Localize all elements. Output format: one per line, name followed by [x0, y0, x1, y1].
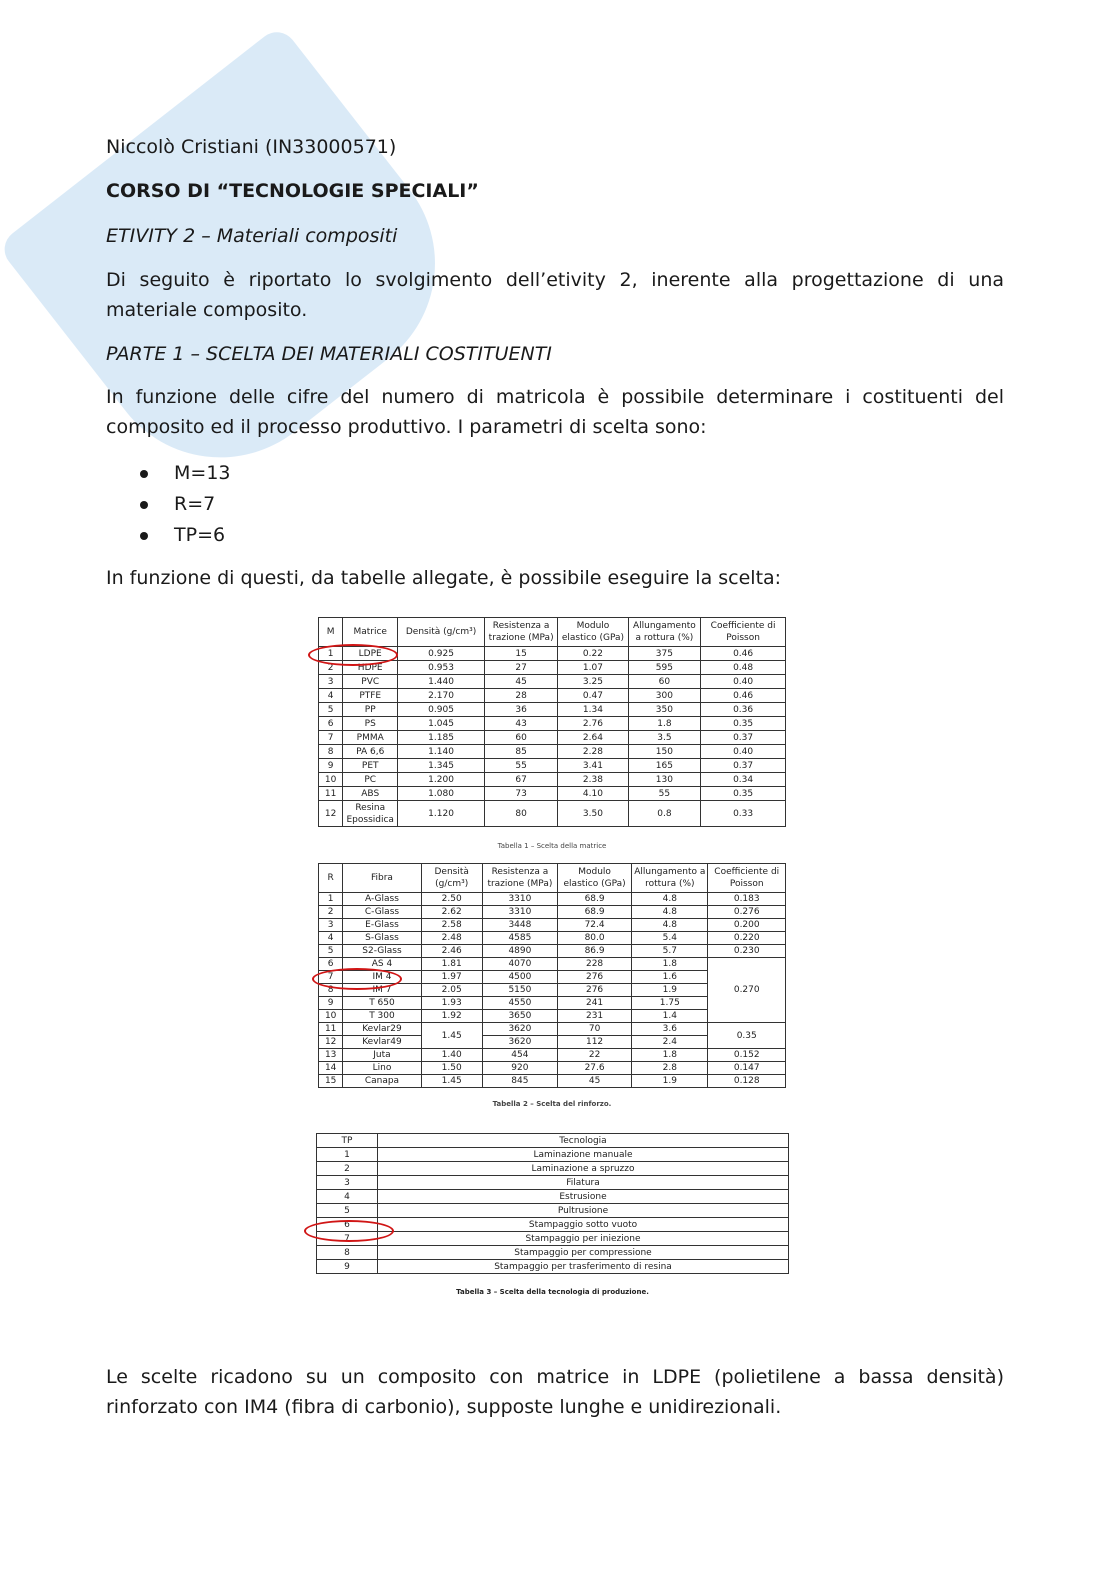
table-header: Modulo elastico (GPa) — [558, 618, 628, 647]
table-header: Tecnologia — [378, 1134, 789, 1148]
bullet-icon — [140, 501, 148, 509]
table-row — [319, 906, 786, 919]
table-cell: 70 — [558, 1023, 632, 1036]
activity-title: ETIVITY 2 – Materiali compositi — [106, 225, 398, 247]
table-cell: 80.0 — [558, 932, 632, 945]
table-cell: 1 — [319, 647, 343, 661]
table-cell: 112 — [558, 1036, 632, 1049]
table-cell: 2.4 — [632, 1036, 708, 1049]
table-cell: 3.25 — [558, 675, 628, 689]
table-cell: 1.50 — [421, 1062, 482, 1075]
table-row — [319, 1023, 786, 1036]
table-cell: 454 — [482, 1049, 557, 1062]
table-header: M — [319, 618, 343, 647]
table-cell: 0.46 — [701, 647, 786, 661]
table-row — [317, 1204, 789, 1218]
table-cell: 0.40 — [701, 675, 786, 689]
table-cell: 0.35 — [701, 787, 786, 801]
table-cell: 4.8 — [632, 919, 708, 932]
table-cell: 9 — [319, 997, 343, 1010]
table-cell: 2.58 — [421, 919, 482, 932]
table-cell: 11 — [319, 787, 343, 801]
table-cell: 5150 — [482, 984, 557, 997]
table-cell: 1.045 — [398, 717, 485, 731]
table-cell: 4.8 — [632, 906, 708, 919]
table-row — [317, 1190, 789, 1204]
table-header: Densità (g/cm³) — [421, 864, 482, 893]
table-header: Allungamento a rottura (%) — [632, 864, 708, 893]
table-row — [319, 919, 786, 932]
table-cell: 1.9 — [632, 984, 708, 997]
table-row — [319, 731, 786, 745]
table-cell: 2.50 — [421, 893, 482, 906]
table-cell: 45 — [558, 1075, 632, 1088]
table-cell: 3 — [319, 919, 343, 932]
bullet-icon — [140, 470, 148, 478]
table-cell: 12 — [319, 801, 343, 827]
table-cell: 15 — [485, 647, 558, 661]
table-cell: 1.34 — [558, 703, 628, 717]
table-cell: 3 — [319, 675, 343, 689]
table-cell: 2.48 — [421, 932, 482, 945]
table-cell: 300 — [628, 689, 701, 703]
table-row — [319, 745, 786, 759]
table-cell: 6 — [319, 958, 343, 971]
table-cell: IM 4 — [343, 971, 421, 984]
table-cell: 276 — [558, 971, 632, 984]
table-cell: Stampaggio per iniezione — [378, 1232, 789, 1246]
table-cell: 13 — [319, 1049, 343, 1062]
table-cell: 1.8 — [632, 1049, 708, 1062]
table-cell: 3.6 — [632, 1023, 708, 1036]
table-cell: 0.905 — [398, 703, 485, 717]
table-header: Fibra — [343, 864, 421, 893]
table-cell: 0.152 — [708, 1049, 786, 1062]
table-cell: 0.220 — [708, 932, 786, 945]
table-row — [319, 932, 786, 945]
table-cell: 1.4 — [632, 1010, 708, 1023]
table-cell: 0.200 — [708, 919, 786, 932]
table-cell: Stampaggio per trasferimento di resina — [378, 1260, 789, 1274]
table-cell: 8 — [319, 984, 343, 997]
table-cell: 3310 — [482, 893, 557, 906]
table-cell: 276 — [558, 984, 632, 997]
table-cell: 1.120 — [398, 801, 485, 827]
table-row — [317, 1148, 789, 1162]
table-cell: 60 — [628, 675, 701, 689]
table-cell: 2.76 — [558, 717, 628, 731]
table-cell: 4550 — [482, 997, 557, 1010]
table-cell: 1.93 — [421, 997, 482, 1010]
table-header: Resistenza a trazione (MPa) — [485, 618, 558, 647]
table-cell: 0.48 — [701, 661, 786, 675]
table-cell: 0.36 — [701, 703, 786, 717]
table-cell: 1.40 — [421, 1049, 482, 1062]
table-cell: 1.345 — [398, 759, 485, 773]
list-item: TP=6 — [140, 520, 231, 551]
table-cell: 241 — [558, 997, 632, 1010]
table-cell: Filatura — [378, 1176, 789, 1190]
table2-caption: Tabella 2 – Scelta del rinforzo. — [492, 1100, 612, 1108]
table-header: TP — [317, 1134, 378, 1148]
table-cell: A-Glass — [343, 893, 421, 906]
table-cell: 1.080 — [398, 787, 485, 801]
table-header: Modulo elastico (GPa) — [558, 864, 632, 893]
table-cell: PA 6,6 — [343, 745, 398, 759]
table-cell: 375 — [628, 647, 701, 661]
table-row — [319, 773, 786, 787]
table-header: Coefficiente di Poisson — [708, 864, 786, 893]
table-row — [319, 1049, 786, 1062]
intro-paragraph: Di seguito è riportato lo svolgimento dell’etivity 2, inerente alla progettazione di una materiale composito. — [106, 269, 1004, 321]
table-cell: ABS — [343, 787, 398, 801]
table-cell: 1.45 — [421, 1023, 482, 1049]
table-cell: 1.140 — [398, 745, 485, 759]
table-cell: LDPE — [343, 647, 398, 661]
bullet-icon — [140, 532, 148, 540]
table-cell: 22 — [558, 1049, 632, 1062]
table-cell: 4585 — [482, 932, 557, 945]
table-cell: 4.8 — [632, 893, 708, 906]
table-cell: 55 — [628, 787, 701, 801]
table-cell: 1.81 — [421, 958, 482, 971]
table-cell: 68.9 — [558, 906, 632, 919]
table-cell: 4500 — [482, 971, 557, 984]
table-cell: 10 — [319, 773, 343, 787]
table-cell: IM 7 — [343, 984, 421, 997]
table-cell: 1.07 — [558, 661, 628, 675]
table-cell: 0.128 — [708, 1075, 786, 1088]
table-cell: 0.925 — [398, 647, 485, 661]
table-cell: Kevlar49 — [343, 1036, 421, 1049]
table-cell: 11 — [319, 1023, 343, 1036]
table-cell: 845 — [482, 1075, 557, 1088]
table-cell: PP — [343, 703, 398, 717]
table-row — [319, 689, 786, 703]
table-cell: 0.37 — [701, 759, 786, 773]
table-cell: 0.270 — [708, 958, 786, 1023]
table-cell: 2.62 — [421, 906, 482, 919]
table-cell: PC — [343, 773, 398, 787]
table-cell: 10 — [319, 1010, 343, 1023]
table-cell: 2.28 — [558, 745, 628, 759]
table-cell: Stampaggio per compressione — [378, 1246, 789, 1260]
table-cell: 0.953 — [398, 661, 485, 675]
table-cell: PVC — [343, 675, 398, 689]
table-cell: 2.05 — [421, 984, 482, 997]
table-row — [317, 1162, 789, 1176]
table-cell: 6 — [317, 1218, 378, 1232]
table-cell: 15 — [319, 1075, 343, 1088]
table-cell: 0.22 — [558, 647, 628, 661]
table-cell: 2.170 — [398, 689, 485, 703]
table-cell: 2.38 — [558, 773, 628, 787]
table-cell: 1.45 — [421, 1075, 482, 1088]
table-cell: 1.6 — [632, 971, 708, 984]
table-cell: 5 — [319, 703, 343, 717]
table-row — [319, 787, 786, 801]
course-title: CORSO DI “TECNOLOGIE SPECIALI” — [106, 180, 479, 202]
table-cell: 36 — [485, 703, 558, 717]
table-header: Allungamento a rottura (%) — [628, 618, 701, 647]
table-cell: 3.50 — [558, 801, 628, 827]
table-header: Matrice — [343, 618, 398, 647]
table-cell: 0.276 — [708, 906, 786, 919]
table-cell: 3448 — [482, 919, 557, 932]
table1-caption: Tabella 1 – Scelta della matrice — [497, 842, 607, 850]
table-cell: 4070 — [482, 958, 557, 971]
table-cell: PS — [343, 717, 398, 731]
table-cell: 5.4 — [632, 932, 708, 945]
table-cell: 0.35 — [701, 717, 786, 731]
table-cell: AS 4 — [343, 958, 421, 971]
table-cell: Laminazione manuale — [378, 1148, 789, 1162]
table-cell: HDPE — [343, 661, 398, 675]
table-cell: 55 — [485, 759, 558, 773]
table-cell: 43 — [485, 717, 558, 731]
table-cell: 2 — [319, 661, 343, 675]
table-cell: 2.64 — [558, 731, 628, 745]
table-cell: 0.35 — [708, 1023, 786, 1049]
table3-caption: Tabella 3 – Scelta della tecnologia di produzione. — [456, 1288, 649, 1296]
table-cell: 4 — [319, 932, 343, 945]
table-row — [319, 1062, 786, 1075]
table-cell: Kevlar29 — [343, 1023, 421, 1036]
table-cell: C-Glass — [343, 906, 421, 919]
table-cell: 27 — [485, 661, 558, 675]
table-row — [319, 717, 786, 731]
table-row — [319, 893, 786, 906]
table-cell: Stampaggio sotto vuoto — [378, 1218, 789, 1232]
table-cell: 350 — [628, 703, 701, 717]
table-cell: Canapa — [343, 1075, 421, 1088]
table-cell: 1.8 — [628, 717, 701, 731]
conclusion-paragraph: Le scelte ricadono su un composito con matrice in LDPE (polietilene a bassa densità) rinforzato con IM4 (fibra di carbonio), supposte lunghe e unidirezionali. — [106, 1366, 1004, 1418]
table-cell: 3650 — [482, 1010, 557, 1023]
table-header: Resistenza a trazione (MPa) — [482, 864, 557, 893]
author-line: Niccolò Cristiani (IN33000571) — [106, 136, 397, 158]
table-cell: 1.185 — [398, 731, 485, 745]
table-cell: PTFE — [343, 689, 398, 703]
table-cell: T 300 — [343, 1010, 421, 1023]
table-cell: 0.46 — [701, 689, 786, 703]
table-cell: 5.7 — [632, 945, 708, 958]
table-cell: 0.37 — [701, 731, 786, 745]
part1-heading: PARTE 1 – SCELTA DEI MATERIALI COSTITUENTI — [106, 343, 552, 365]
table-cell: 4 — [319, 689, 343, 703]
table-cell: 8 — [319, 745, 343, 759]
table-cell: 4 — [317, 1190, 378, 1204]
table-row — [319, 703, 786, 717]
table-cell: 0.147 — [708, 1062, 786, 1075]
table-cell: 595 — [628, 661, 701, 675]
params-list — [140, 458, 231, 551]
table-cell: 73 — [485, 787, 558, 801]
table-cell: 231 — [558, 1010, 632, 1023]
table-cell: 9 — [319, 759, 343, 773]
table-cell: 130 — [628, 773, 701, 787]
table-header: Coefficiente di Poisson — [701, 618, 786, 647]
table-cell: 6 — [319, 717, 343, 731]
table-cell: 5 — [319, 945, 343, 958]
table-cell: 86.9 — [558, 945, 632, 958]
technology-table — [316, 1133, 789, 1274]
table-cell: 3.41 — [558, 759, 628, 773]
table-cell: 85 — [485, 745, 558, 759]
table-cell: 14 — [319, 1062, 343, 1075]
highlight-ldpe — [308, 644, 398, 666]
table-cell: 1.200 — [398, 773, 485, 787]
table-cell: 4.10 — [558, 787, 628, 801]
table-cell: 1.92 — [421, 1010, 482, 1023]
table-header: Densità (g/cm³) — [398, 618, 485, 647]
table-cell: Resina Epossidica — [343, 801, 398, 827]
highlight-im4 — [312, 968, 402, 990]
table-cell: 60 — [485, 731, 558, 745]
table-row — [319, 945, 786, 958]
table-cell: 2.46 — [421, 945, 482, 958]
table-cell: 3310 — [482, 906, 557, 919]
table-cell: 1 — [317, 1148, 378, 1162]
table-cell: Juta — [343, 1049, 421, 1062]
table-row — [319, 759, 786, 773]
table-row — [319, 958, 786, 971]
table-cell: 1.9 — [632, 1075, 708, 1088]
table-header: R — [319, 864, 343, 893]
table-cell: 1.440 — [398, 675, 485, 689]
table-cell: 3 — [317, 1176, 378, 1190]
table-cell: 228 — [558, 958, 632, 971]
list-item: R=7 — [140, 489, 231, 520]
table-cell: 1.8 — [632, 958, 708, 971]
table-cell: PET — [343, 759, 398, 773]
highlight-tp6 — [304, 1220, 394, 1242]
table-cell: 2 — [317, 1162, 378, 1176]
table-cell: E-Glass — [343, 919, 421, 932]
table-cell: 8 — [317, 1246, 378, 1260]
table-cell: 920 — [482, 1062, 557, 1075]
table-cell: 80 — [485, 801, 558, 827]
table-cell: 2.8 — [632, 1062, 708, 1075]
table-cell: 150 — [628, 745, 701, 759]
table-row — [319, 661, 786, 675]
table-cell: 3620 — [482, 1036, 557, 1049]
table-cell: 7 — [317, 1232, 378, 1246]
table-cell: 0.183 — [708, 893, 786, 906]
table-cell: PMMA — [343, 731, 398, 745]
table-cell: S-Glass — [343, 932, 421, 945]
table-cell: 165 — [628, 759, 701, 773]
table-cell: 2 — [319, 906, 343, 919]
table-row — [317, 1246, 789, 1260]
table-row — [319, 675, 786, 689]
table-cell: 7 — [319, 731, 343, 745]
table-cell: Laminazione a spruzzo — [378, 1162, 789, 1176]
table-cell: 4890 — [482, 945, 557, 958]
table-row — [317, 1260, 789, 1274]
table-cell: 0.34 — [701, 773, 786, 787]
table-cell: 5 — [317, 1204, 378, 1218]
table-cell: 9 — [317, 1260, 378, 1274]
table-cell: 0.8 — [628, 801, 701, 827]
table-cell: 0.47 — [558, 689, 628, 703]
table-row — [317, 1176, 789, 1190]
table-cell: 68.9 — [558, 893, 632, 906]
table-cell: 3.5 — [628, 731, 701, 745]
table-cell: S2-Glass — [343, 945, 421, 958]
table-cell: 72.4 — [558, 919, 632, 932]
choice-paragraph: In funzione delle cifre del numero di matricola è possibile determinare i costituenti del composito ed il processo produttivo. I parametri di scelta sono: — [106, 386, 1004, 438]
table-cell: 7 — [319, 971, 343, 984]
table-cell: 1.97 — [421, 971, 482, 984]
table-cell: 45 — [485, 675, 558, 689]
table-row — [319, 1075, 786, 1088]
table-cell: 0.230 — [708, 945, 786, 958]
table-cell: Lino — [343, 1062, 421, 1075]
table-cell: 0.33 — [701, 801, 786, 827]
table-cell: 1 — [319, 893, 343, 906]
table-cell: Estrusione — [378, 1190, 789, 1204]
table-cell: 0.40 — [701, 745, 786, 759]
table-cell: 67 — [485, 773, 558, 787]
table-cell: 27.6 — [558, 1062, 632, 1075]
table-cell: 28 — [485, 689, 558, 703]
table-cell: T 650 — [343, 997, 421, 1010]
table-row — [319, 801, 786, 827]
table-cell: Pultrusione — [378, 1204, 789, 1218]
list-item: M=13 — [140, 458, 231, 489]
table-cell: 3620 — [482, 1023, 557, 1036]
table-cell: 1.75 — [632, 997, 708, 1010]
table-cell: 12 — [319, 1036, 343, 1049]
tables-intro: In funzione di questi, da tabelle allegate, è possibile eseguire la scelta: — [106, 567, 782, 589]
